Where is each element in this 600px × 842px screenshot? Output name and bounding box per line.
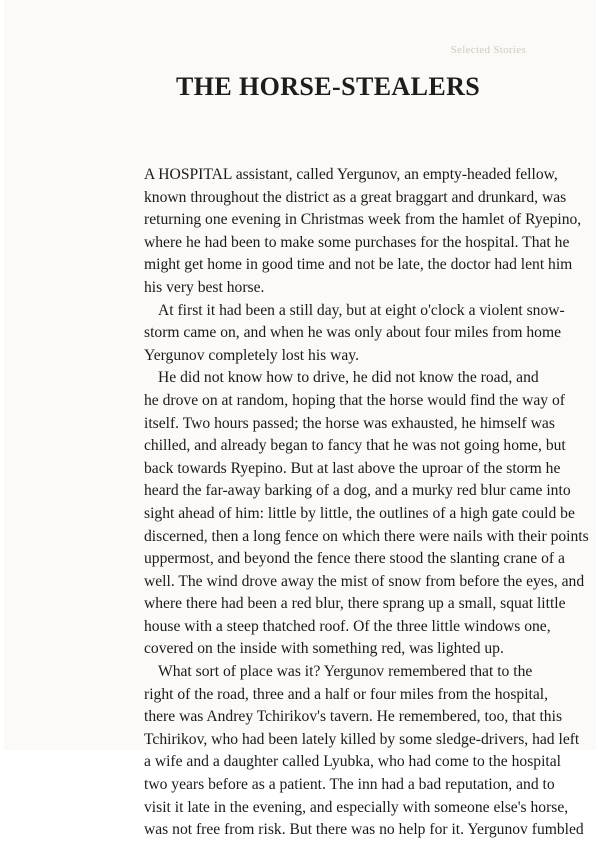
running-head: Selected Stories: [450, 44, 526, 56]
text-line: chilled, and already began to fancy that he was not going home, but: [144, 437, 566, 455]
text-line: visit it late in the evening, and especially with someone else's horse,: [144, 798, 569, 816]
text-line: uppermost, and beyond the fence there stood the slanting crane of a: [144, 550, 565, 568]
text-line: his very best horse.: [144, 278, 265, 296]
text-line: Yergunov completely lost his way.: [144, 346, 359, 364]
text-line: known throughout the district as a great braggart and drunkard, was: [144, 188, 567, 206]
text-line: back towards Ryepino. But at last above the uproar of the storm he: [144, 459, 561, 477]
text-line: storm came on, and when he was only about four miles from home: [144, 324, 562, 342]
story-body: [144, 164, 589, 842]
paragraph: [144, 300, 565, 368]
text-line: returning one evening in Christmas week from the hamlet of Ryepino,: [144, 211, 582, 229]
text-line: covered on the inside with something red, was lighted up.: [144, 640, 504, 658]
paragraph: [144, 367, 589, 661]
text-line: he drove on at random, hoping that the horse would find the way of: [144, 391, 565, 409]
text-line: Tchirikov, who had been lately killed by some sledge-drivers, had left: [144, 730, 580, 748]
text-line: sight ahead of him: little by little, the outlines of a high gate could be: [144, 504, 575, 522]
paragraph: [144, 164, 582, 300]
text-line: At first it had been a still day, but at eight o'clock a violent snow-: [158, 301, 565, 319]
text-line: was not free from risk. But there was no help for it. Yergunov fumbled: [144, 821, 584, 839]
text-line: two years before as a patient. The inn had a bad reputation, and to: [144, 776, 555, 794]
paragraph: [144, 661, 584, 842]
text-line: might get home in good time and not be late, the doctor had lent him: [144, 256, 573, 274]
text-line: well. The wind drove away the mist of snow from before the eyes, and: [144, 572, 585, 590]
text-line: He did not know how to drive, he did not know the road, and: [158, 369, 539, 387]
text-line: What sort of place was it? Yergunov remembered that to the: [158, 663, 533, 681]
text-line: there was Andrey Tchirikov's tavern. He remembered, too, that this: [144, 708, 563, 726]
text-line: itself. Two hours passed; the horse was exhausted, he himself was: [144, 414, 555, 432]
text-line: right of the road, three and a half or four miles from the hospital,: [144, 685, 549, 703]
text-line: house with a steep thatched roof. Of the three little windows one,: [144, 617, 551, 635]
story-title: THE HORSE-STEALERS: [176, 72, 481, 101]
text-line: where there had been a red blur, there sprang up a small, squat little: [144, 595, 566, 613]
text-line: heard the far-away barking of a dog, and a murky red blur came into: [144, 482, 571, 500]
text-line: where he had been to make some purchases for the hospital. That he: [144, 233, 570, 251]
book-page: [4, 0, 596, 839]
text-line: a wife and a daughter called Lyubka, who had come to the hospital: [144, 753, 561, 771]
text-line: A HOSPITAL assistant, called Yergunov, an empty-headed fellow,: [144, 166, 558, 183]
text-line: discerned, then a long fence on which there were nails with their points: [144, 527, 589, 545]
